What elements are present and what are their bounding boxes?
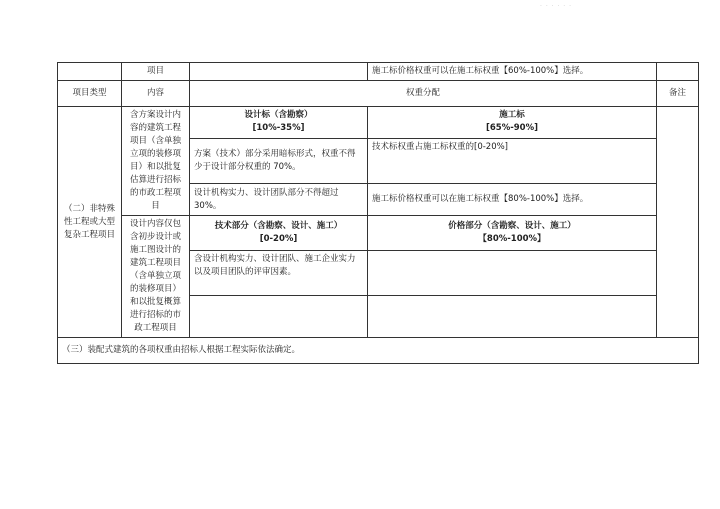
weight-allocation-table bbox=[57, 62, 699, 364]
construction-note-1: 技术标权重占施工标权重的[0-20%] bbox=[368, 138, 657, 183]
tech-part-range: [0-20%] bbox=[259, 234, 298, 245]
construction-bid-title: 施工标 bbox=[499, 110, 525, 121]
construction-note-2: 施工标价格权重可以在施工标权重【80%-100%】选择。 bbox=[368, 184, 657, 216]
decorative-dots: · · · · · · bbox=[540, 3, 572, 10]
footer-note: （三）装配式建筑的各项权重由招标人根据工程实际依法确定。 bbox=[58, 338, 699, 364]
empty-cell bbox=[657, 63, 699, 81]
header-content: 内容 bbox=[122, 81, 190, 107]
footer-row bbox=[58, 338, 699, 364]
construction-bid-header bbox=[368, 107, 657, 139]
empty-cell bbox=[368, 295, 657, 337]
note-cell bbox=[657, 107, 699, 338]
tech-part-header bbox=[190, 216, 368, 251]
top-row-label: 项目 bbox=[122, 63, 190, 81]
top-row-price-weight-note: 施工标价格权重可以在施工标权重【60%-100%】选择。 bbox=[368, 63, 657, 81]
sub1-header-row bbox=[58, 107, 699, 139]
header-weight-allocation: 权重分配 bbox=[190, 81, 657, 107]
top-row bbox=[58, 63, 699, 81]
tech-part-title: 技术部分（含勘察、设计、施工） bbox=[214, 221, 343, 232]
design-bid-range: [10%-35%] bbox=[252, 123, 305, 134]
price-part-range: 【80%-100%】 bbox=[478, 234, 546, 245]
header-project-type: 项目类型 bbox=[58, 81, 122, 107]
sub2-content-cell: 设计内容仅包含初步设计或施工图设计的建筑工程项目（含单独立项的装修项目）和以批复概算进行招标的市政工程项目 bbox=[122, 216, 190, 338]
empty-cell bbox=[190, 63, 368, 81]
header-row bbox=[58, 81, 699, 107]
price-part-header bbox=[368, 216, 657, 251]
empty-cell bbox=[190, 295, 368, 337]
construction-bid-range: [65%-90%] bbox=[486, 123, 538, 134]
project-type-cell: （二）非特殊性工程或大型复杂工程项目 bbox=[58, 107, 122, 338]
empty-cell bbox=[368, 251, 657, 295]
design-bid-title: 设计标（含勘察） bbox=[244, 110, 313, 121]
tech-part-note: 含设计机构实力、设计团队、施工企业实力以及项目团队的评审因素。 bbox=[190, 251, 368, 295]
design-note-2: 设计机构实力、设计团队部分不得超过 30%。 bbox=[190, 184, 368, 216]
design-bid-header bbox=[190, 107, 368, 139]
empty-cell bbox=[58, 63, 122, 81]
sub2-header-row bbox=[58, 216, 699, 251]
price-part-title: 价格部分（含勘察、设计、施工） bbox=[448, 221, 576, 232]
header-note: 备注 bbox=[657, 81, 699, 107]
sub1-content-cell: 含方案设计内容的建筑工程项目（含单独立项的装修项目）和以批复估算进行招标的市政工程项目 bbox=[122, 107, 190, 216]
design-note-1: 方案（技术）部分采用暗标形式，权重不得少于设计部分权重的 70%。 bbox=[190, 138, 368, 183]
